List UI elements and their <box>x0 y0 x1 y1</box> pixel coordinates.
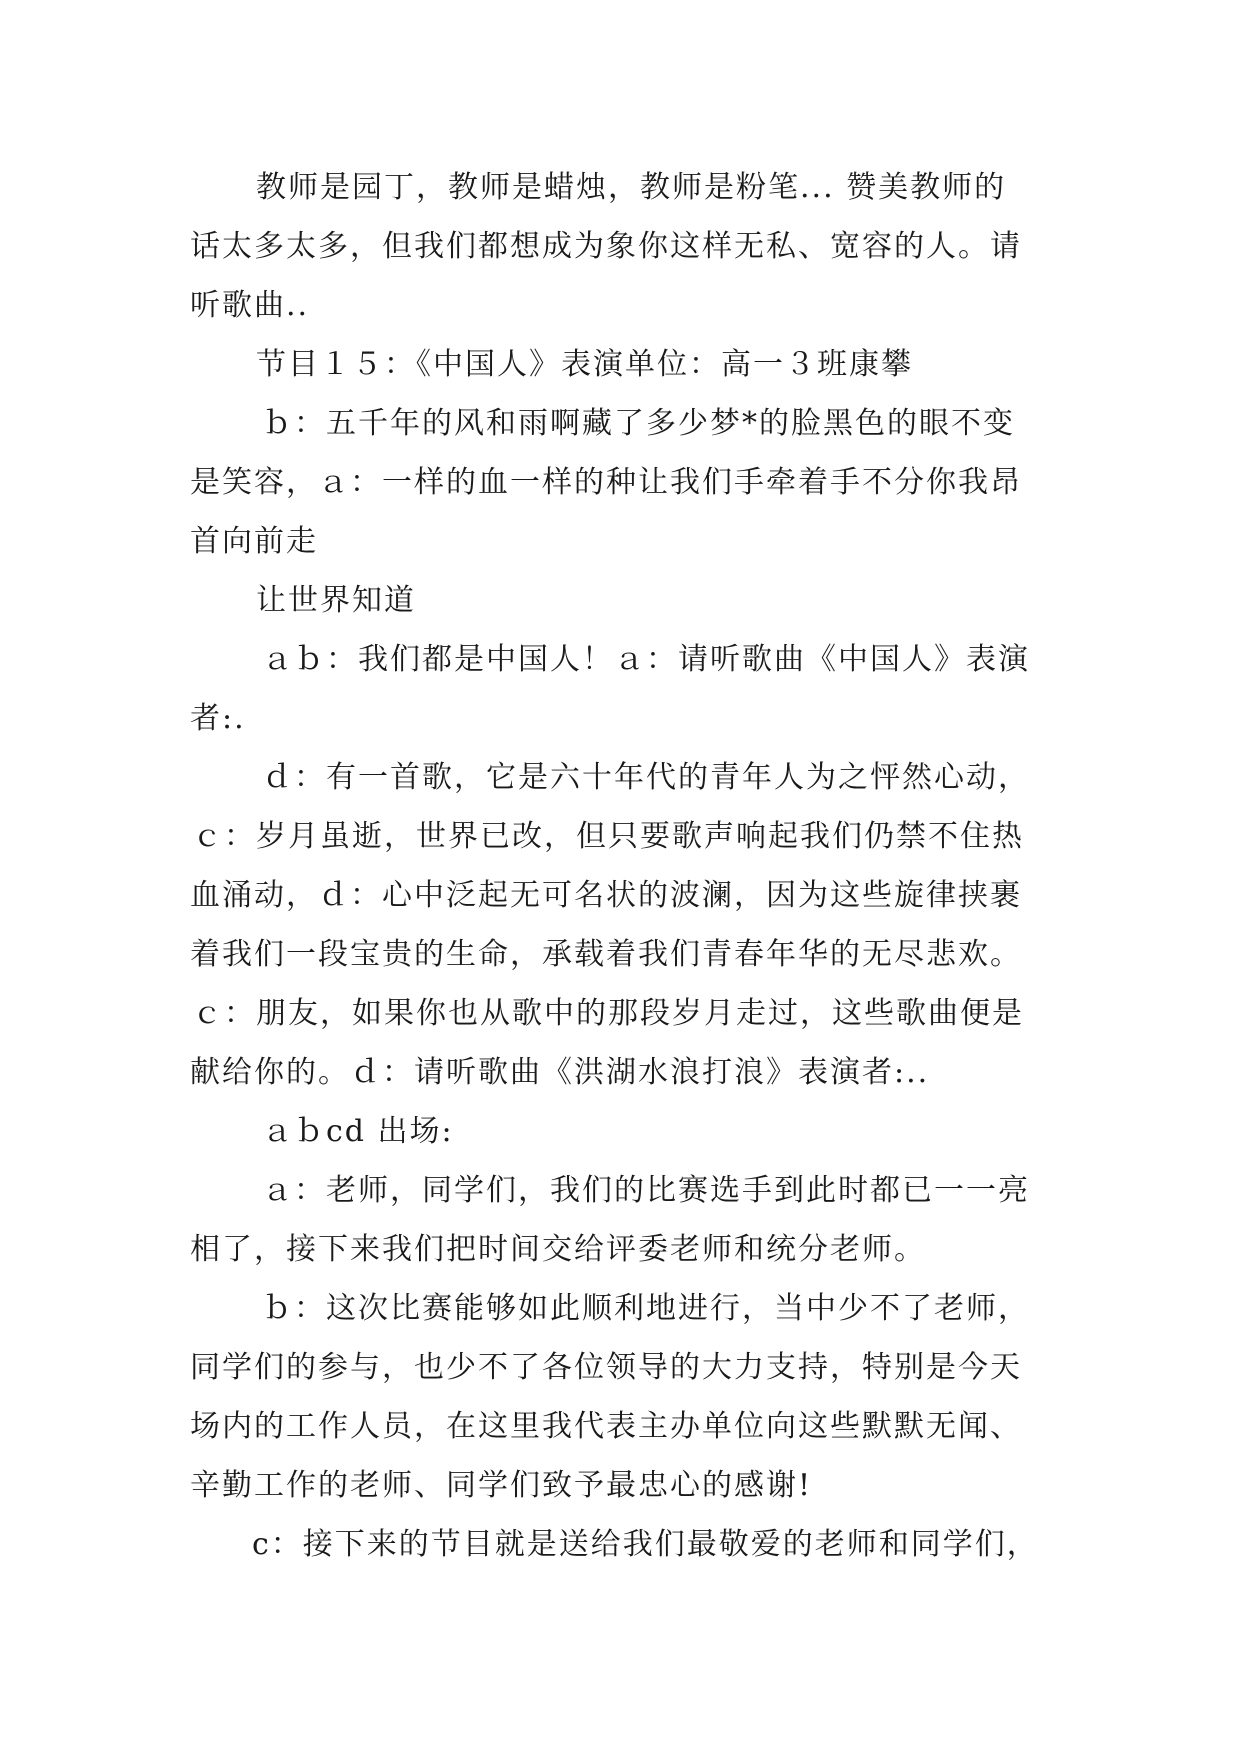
text-line: ｂ：五千年的风和雨啊藏了多少梦*的脸黑色的眼不变 <box>262 406 1015 441</box>
text-line: c：接下来的节目就是送给我们最敬爱的老师和同学们， <box>252 1527 1039 1562</box>
text-line: 者:. <box>190 701 246 736</box>
text-line: 节目１５：《中国人》表演单位：高一３班康攀 <box>256 347 913 382</box>
text-line: 同学们的参与，也少不了各位领导的大力支持，特别是今天 <box>190 1350 1022 1385</box>
text-line: ｃ：岁月虽逝，世界已改，但只要歌声响起我们仍禁不住热 <box>192 819 1024 854</box>
text-line: 辛勤工作的老师、同学们致予最忠心的感谢! <box>190 1468 813 1503</box>
text-line: ｃ：朋友，如果你也从歌中的那段岁月走过，这些歌曲便是 <box>192 996 1024 1031</box>
text-line: 首向前走 <box>190 524 318 559</box>
text-line: ｂ：这次比赛能够如此顺利地进行，当中少不了老师， <box>262 1291 1030 1326</box>
text-line: 让世界知道 <box>256 583 416 618</box>
text-line: ｄ：有一首歌，它是六十年代的青年人为之怦然心动， <box>262 760 1030 795</box>
text-line: 血涌动，ｄ：心中泛起无可名状的波澜，因为这些旋律挟裹 <box>190 878 1022 913</box>
text-line: ａｂcd 出场: <box>262 1114 454 1149</box>
document-body <box>190 158 1050 1574</box>
text-line: 听歌曲.. <box>190 288 310 323</box>
text-line: ａｂ：我们都是中国人！ａ：请听歌曲《中国人》表演 <box>262 642 1030 677</box>
text-line: ａ：老师，同学们，我们的比赛选手到此时都已一一亮 <box>262 1173 1030 1208</box>
text-line: 是笑容，ａ：一样的血一样的种让我们手牵着手不分你我昂 <box>190 465 1022 500</box>
text-line: 话太多太多，但我们都想成为象你这样无私、宽容的人。请 <box>190 229 1022 264</box>
text-line: 献给你的。ｄ：请听歌曲《洪湖水浪打浪》表演者:.. <box>190 1055 930 1090</box>
text-line: 着我们一段宝贵的生命，承载着我们青春年华的无尽悲欢。 <box>190 937 1022 972</box>
text-line: 教师是园丁，教师是蜡烛，教师是粉笔... 赞美教师的 <box>256 170 1007 205</box>
text-line: 相了，接下来我们把时间交给评委老师和统分老师。 <box>190 1232 926 1267</box>
text-line: 场内的工作人员，在这里我代表主办单位向这些默默无闻、 <box>190 1409 1022 1444</box>
